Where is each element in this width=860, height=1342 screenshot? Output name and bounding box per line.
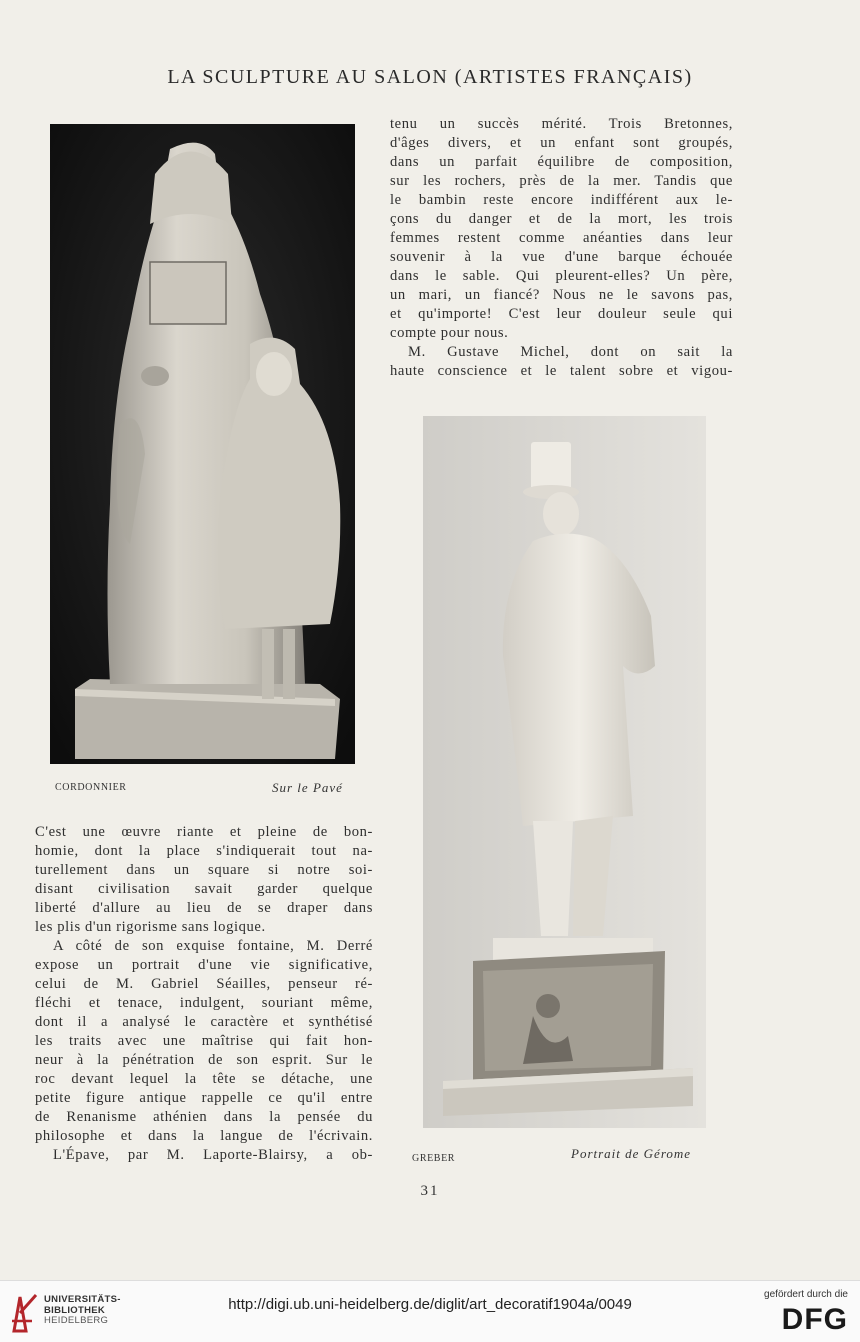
caption-title-2: Portrait de Gérome <box>571 1146 692 1161</box>
text-line: expose un portrait d'une vie significative, <box>35 957 373 973</box>
text-line: compte pour nous. <box>390 325 509 341</box>
text-line: neur à la pénétration de son esprit. Sur le <box>35 1052 373 1068</box>
text-line: C'est une œuvre riante et pleine de bon- <box>35 824 373 840</box>
text-line: çons du danger et de la mort, les trois <box>390 211 733 227</box>
text-line: dans un parfait équilibre de composition, <box>390 154 733 170</box>
text-line: dans le sable. Qui pleurent-elles? Un père, <box>390 268 733 284</box>
text-line: haute conscience et le talent sobre et vigou- <box>390 363 733 379</box>
page-number: 31 <box>420 1183 440 1199</box>
text-line: femmes restent comme anéanties dans leur <box>390 230 733 246</box>
sculpture-image <box>423 416 706 1128</box>
text-line: d'âges divers, et un enfant sont groupés, <box>390 135 733 151</box>
text-line: roc devant lequel la tête se détache, une <box>35 1071 373 1087</box>
caption-title-1: Sur le Pavé <box>272 780 343 795</box>
library-name-line: HEIDELBERG <box>44 1315 109 1326</box>
dfg-logo[interactable]: DFG <box>781 1303 848 1336</box>
right-column-text <box>390 115 733 381</box>
text-line: homie, dont la place s'indiquerait tout na- <box>35 843 373 859</box>
text-line: fléchi et tenace, indulgent, souriant même, <box>35 995 373 1011</box>
text-line: tenu un succès mérité. Trois Bretonnes, <box>390 116 733 132</box>
permalink-url[interactable]: http://digi.ub.uni-heidelberg.de/diglit/art_decoratif1904a/0049 <box>228 1296 632 1313</box>
text-line: petite figure antique rappelle ce qu'il entre <box>35 1090 373 1106</box>
photo-sur-le-pave <box>50 124 355 764</box>
text-line: disant civilisation savait garder quelque <box>35 881 373 897</box>
text-line: les traits avec une maîtrise qui fait hon- <box>35 1033 373 1049</box>
sponsor-note: gefördert durch die <box>764 1289 848 1300</box>
text-line: dont il a analysé le caractère et synthétisé <box>35 1014 373 1030</box>
photo-portrait-de-gerome <box>423 416 706 1128</box>
text-line: L'Épave, par M. Laporte-Blairsy, a ob- <box>53 1147 373 1163</box>
text-line: M. Gustave Michel, dont on sait la <box>408 344 733 360</box>
text-line: turellement dans un square si notre soi- <box>35 862 373 878</box>
text-line: philosophe et dans la langue de l'écrivain. <box>35 1128 373 1144</box>
text-line: le bambin reste encore indifférent aux le- <box>390 192 733 208</box>
text-line: un mari, un fiancé? Nous ne le savons pas, <box>390 287 733 303</box>
text-line: les plis d'un rigorisme sans logique. <box>35 919 266 935</box>
running-title: LA SCULPTURE AU SALON (ARTISTES FRANÇAIS) <box>167 66 693 88</box>
text-line: de Renanisme athénien dans la pensée du <box>35 1109 373 1125</box>
text-line: sur les rochers, près de la mer. Tandis que <box>390 173 733 189</box>
text-line: A côté de son exquise fontaine, M. Derré <box>53 938 373 954</box>
caption-artist-2: GREBER <box>412 1153 456 1164</box>
library-name-line: BIBLIOTHEK <box>44 1304 106 1316</box>
sculpture-image <box>50 124 355 764</box>
library-name-line: UNIVERSITÄTS- <box>44 1294 121 1305</box>
text-line: liberté d'allure au lieu de se draper dans <box>35 900 373 916</box>
footer-bar <box>0 1280 860 1342</box>
text-line: celui de M. Gabriel Séailles, penseur ré- <box>35 976 373 992</box>
text-line: souvenir à la vue d'une barque échouée <box>390 249 733 265</box>
text-line: et qu'importe! C'est leur douleur seule qui <box>390 306 733 322</box>
left-column-text <box>35 823 373 1165</box>
caption-artist-1: CORDONNIER <box>55 782 127 793</box>
